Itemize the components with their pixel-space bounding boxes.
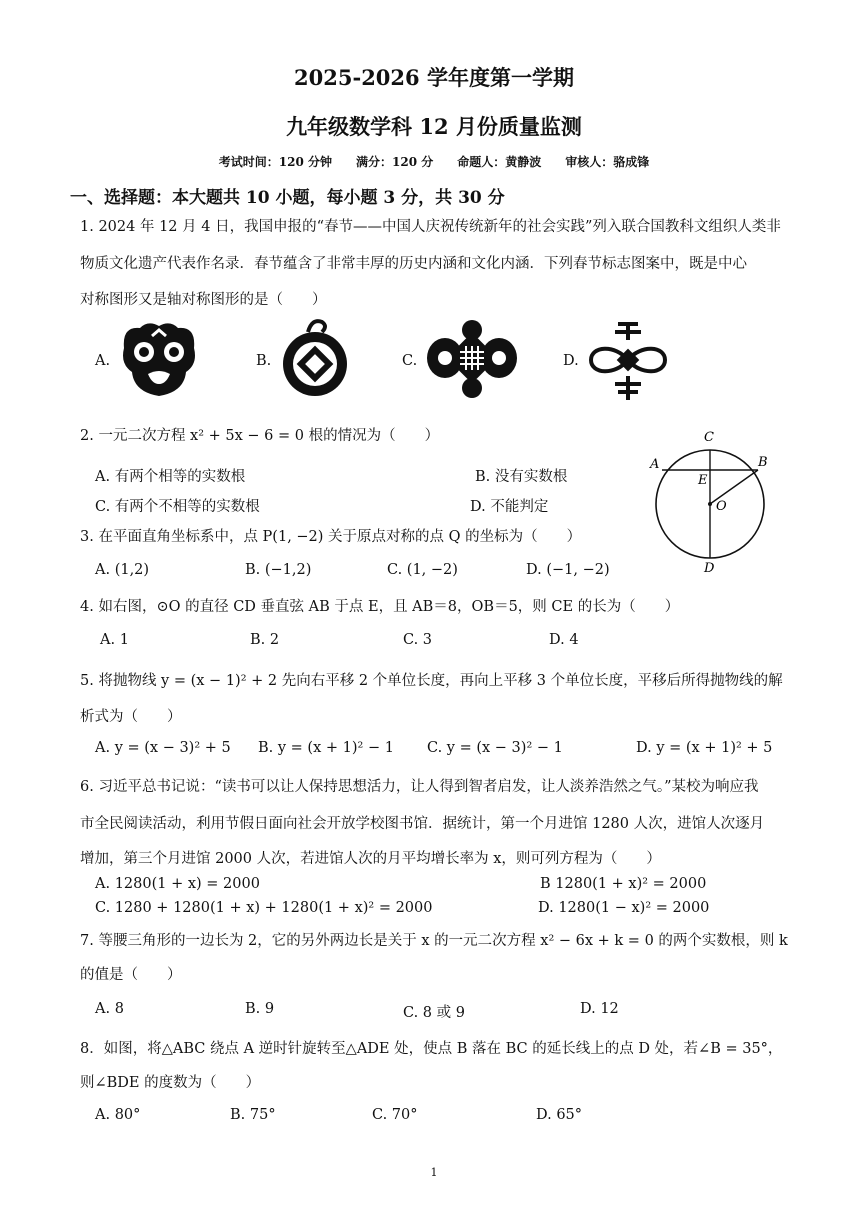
point-o [708, 502, 712, 506]
exam-meta: 考试时间：120 分钟 满分：120 分 命题人：黄静波 审核人：骆成锋 [218, 155, 650, 169]
label-b: B [758, 455, 768, 470]
label-d: D [704, 561, 715, 576]
q8-option-c: C. 70° [372, 1107, 418, 1123]
q2-stem: 2. 一元二次方程 x² + 5x − 6 = 0 根的情况为（ ） [80, 428, 440, 444]
q7-option-d: D. 12 [580, 1001, 619, 1017]
q8-option-a: A. 80° [95, 1107, 141, 1123]
q1-line-2: 物质文化遗产代表作名录．春节蕴含了非常丰厚的历史内涵和文化内涵．下列春节标志图案中，既是中心 [80, 256, 747, 272]
q2-option-b: B. 没有实数根 [475, 469, 568, 485]
q6-option-b: B 1280(1 + x)² = 2000 [540, 876, 707, 892]
circle-figure [640, 424, 780, 574]
q4-option-a: A. 1 [100, 632, 129, 648]
page-number: 1 [430, 1166, 438, 1179]
q5-option-c: C. y = (x − 3)² − 1 [427, 740, 563, 756]
q6-line-3: 增加，第三个月进馆 2000 人次，若进馆人次的月平均增长率为 x，则可列方程为（ ） [80, 851, 661, 867]
snake-knot-icon [278, 314, 352, 402]
q4-option-b: B. 2 [250, 632, 280, 648]
q1-option-a: A. [95, 353, 111, 369]
infinity-knot-icon [585, 318, 671, 404]
label-e: E [698, 473, 708, 488]
q3-stem: 3. 在平面直角坐标系中，点 P(1, −2) 关于原点对称的点 Q 的坐标为（ ） [80, 529, 582, 545]
q3-option-c: C. (1, −2) [387, 562, 458, 578]
q2-option-d: D. 不能判定 [470, 499, 549, 515]
q5-line-2: 析式为（ ） [80, 709, 182, 725]
q7-line-2: 的值是（ ） [80, 967, 182, 983]
lion-head-icon [118, 318, 200, 400]
q8-line-2: 则∠BDE 的度数为（ ） [80, 1075, 261, 1091]
q7-line-1: 7. 等腰三角形的一边长为 2，它的另外两边长是关于 x 的一元二次方程 x² − 6x + k = 0 的两个实数根，则 k [80, 933, 788, 949]
exam-title-line2: 九年级数学科 12 月份质量监测 [286, 114, 582, 139]
q2-option-a: A. 有两个相等的实数根 [95, 469, 246, 485]
q3-option-b: B. (−1,2) [245, 562, 312, 578]
q5-option-d: D. y = (x + 1)² + 5 [636, 740, 773, 756]
q5-option-b: B. y = (x + 1)² − 1 [258, 740, 394, 756]
section-heading: 一、选择题：本大题共 10 小题，每小题 3 分，共 30 分 [70, 188, 505, 208]
q4-option-d: D. 4 [549, 632, 579, 648]
chinese-knot-icon [425, 318, 519, 402]
label-c: C [704, 430, 714, 445]
label-a: A [650, 457, 660, 472]
q8-option-b: B. 75° [230, 1107, 276, 1123]
q6-line-2: 市全民阅读活动，利用节假日面向社会开放学校图书馆．据统计，第一个月进馆 1280 人次，进馆人次逐月 [80, 816, 765, 832]
q1-option-d: D. [563, 353, 579, 369]
q7-option-a: A. 8 [95, 1001, 124, 1017]
q3-option-d: D. (−1, −2) [526, 562, 610, 578]
q5-option-a: A. y = (x − 3)² + 5 [95, 740, 231, 756]
q2-option-c: C. 有两个不相等的实数根 [95, 499, 260, 515]
q1-option-c: C. [402, 353, 418, 369]
q5-line-1: 5. 将抛物线 y = (x − 1)² + 2 先向右平移 2 个单位长度，再向上平移 3 个单位长度，平移后所得抛物线的解 [80, 673, 783, 689]
q3-option-a: A. (1,2) [95, 562, 150, 578]
q4-stem: 4. 如右图，⊙O 的直径 CD 垂直弦 AB 于点 E，且 AB＝8，OB＝5，则 CE 的长为（ ） [80, 599, 680, 615]
q6-option-a: A. 1280(1 + x) = 2000 [95, 876, 260, 892]
q1-line-3: 对称图形又是轴对称图形的是（ ） [80, 292, 327, 308]
q6-option-c: C. 1280 + 1280(1 + x) + 1280(1 + x)² = 2000 [95, 900, 433, 916]
q7-option-b: B. 9 [245, 1001, 275, 1017]
q8-option-d: D. 65° [536, 1107, 583, 1123]
q6-line-1: 6. 习近平总书记说：“读书可以让人保持思想活力，让人得到智者启发，让人淡养浩然之气。”某校为响应我 [80, 779, 759, 795]
q4-option-c: C. 3 [403, 632, 433, 648]
label-o: O [716, 499, 727, 514]
q1-option-b: B. [256, 353, 272, 369]
q8-line-1: 8．如图，将△ABC 绕点 A 逆时针旋转至△ADE 处，使点 B 落在 BC 的延长线上的点 D 处，若∠B = 35°， [80, 1041, 783, 1057]
q1-line-1: 1. 2024 年 12 月 4 日，我国申报的“春节——中国人庆祝传统新年的社会实践”列入联合国教科文组织人类非 [80, 219, 781, 235]
q7-option-c: C. 8 或 9 [403, 1005, 465, 1021]
q6-option-d: D. 1280(1 − x)² = 2000 [538, 900, 710, 916]
exam-title-line1: 2025-2026 学年度第一学期 [294, 65, 574, 90]
